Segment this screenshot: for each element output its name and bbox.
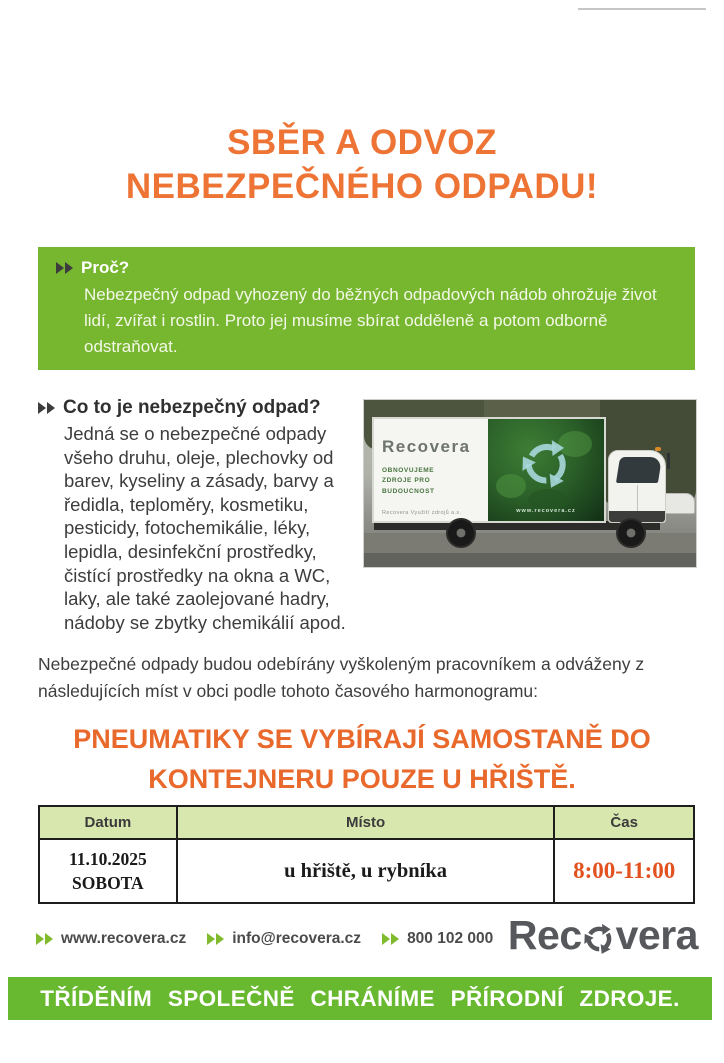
cell-datum-day: SOBOTA bbox=[72, 873, 144, 893]
table-row bbox=[39, 839, 694, 903]
truck-cab bbox=[608, 450, 666, 523]
schedule-intro-text: Nebezpečné odpady budou odebírány vyškoleným pracovníkem a odváženy z následujících míst v obci podle tohoto časového harmonogramu: bbox=[38, 654, 645, 701]
why-heading-row bbox=[56, 258, 679, 278]
cell-cas: 8:00-11:00 bbox=[554, 839, 694, 903]
truck-brand-text: Recovera bbox=[382, 437, 471, 456]
page-title-line2: NEBEZPEČNÉHO ODPADU! bbox=[125, 167, 599, 206]
footer-contacts bbox=[36, 930, 493, 948]
truck-branding-panel bbox=[382, 425, 494, 516]
tires-notice-line1: PNEUMATIKY SE VYBÍRAJÍ SAMOSTANĚ DO bbox=[73, 724, 651, 754]
schedule-table bbox=[38, 805, 695, 904]
what-heading-row bbox=[38, 397, 356, 419]
scan-artifact-line bbox=[578, 8, 706, 10]
what-section bbox=[38, 397, 356, 634]
footer-website-text: www.recovera.cz bbox=[61, 930, 187, 947]
header-misto: Místo bbox=[177, 806, 555, 839]
what-heading: Co to je nebezpečný odpad? bbox=[63, 397, 321, 418]
double-arrow-icon bbox=[207, 933, 225, 945]
cell-misto: u hřiště, u rybníka bbox=[177, 839, 555, 903]
road-shadow bbox=[364, 553, 696, 567]
tires-notice bbox=[0, 719, 724, 799]
what-body-text: Jedná se o nebezpečné odpady všeho druhu, oleje, plechovky od barev, kyseliny a zásady, barvy a ředidla, teploměry, kosmetiku, pesticidy, fotochemikálie, léky, lepidla, desinfekční prostředky, čistící prostředky na okna a WC, laky, ale také zaolejované hadry, nádoby se zbytky chemikálií apod. bbox=[64, 423, 346, 633]
truck-window bbox=[616, 457, 662, 483]
cell-datum bbox=[39, 839, 177, 903]
why-section bbox=[38, 247, 695, 370]
recycle-arrows-icon bbox=[520, 438, 572, 490]
footer-website bbox=[36, 930, 186, 948]
double-arrow-icon bbox=[36, 933, 54, 945]
why-body-text: Nebezpečný odpad vyhozený do běžných odpadových nádob ohrožuje život lidí, zvířat i rostlin. Proto jej musíme sbírat odděleně a potom odborně odstraňovat. bbox=[84, 285, 657, 356]
truck-box-body bbox=[372, 417, 606, 523]
double-arrow-icon bbox=[382, 933, 400, 945]
logo-text-pre: Rec bbox=[507, 912, 582, 958]
double-arrow-icon bbox=[38, 402, 56, 414]
footer-phone-text: 800 102 000 bbox=[407, 930, 494, 947]
truck-mirror bbox=[667, 453, 670, 469]
truck-company-text: Recovera Využití zdrojů a.s. bbox=[382, 510, 462, 517]
double-arrow-icon bbox=[56, 262, 74, 274]
header-datum: Datum bbox=[39, 806, 177, 839]
recycle-o-icon bbox=[583, 923, 615, 955]
recovera-logo bbox=[508, 912, 698, 959]
why-heading: Proč? bbox=[81, 258, 130, 277]
bottom-banner: TŘÍDĚNÍM SPOLEČNĚ CHRÁNÍME PŘÍRODNÍ ZDROJE. DĚKUJEME. bbox=[8, 977, 712, 1020]
footer-email bbox=[207, 930, 361, 948]
header-cas: Čas bbox=[554, 806, 694, 839]
footer-email-text: info@recovera.cz bbox=[232, 930, 362, 947]
page-title-line1: SBĚR A ODVOZ bbox=[227, 123, 497, 162]
logo-text-post: vera bbox=[615, 912, 698, 958]
truck-photo bbox=[363, 399, 697, 568]
tires-notice-line2: KONTEJNERU POUZE U HŘIŠTĚ. bbox=[148, 764, 576, 794]
truck-tagline-text: OBNOVUJEME ZDROJE PRO BUDOUCNOST bbox=[382, 467, 435, 495]
page-title bbox=[0, 121, 724, 209]
truck-website-text: www.recovera.cz bbox=[516, 508, 576, 514]
truck-wheel bbox=[446, 518, 476, 548]
truck-foliage-panel bbox=[488, 419, 604, 521]
truck-wheel bbox=[616, 518, 646, 548]
truck-beacon-light bbox=[655, 447, 661, 451]
cell-datum-date: 11.10.2025 bbox=[68, 849, 147, 869]
footer-phone bbox=[382, 930, 493, 948]
table-header-row bbox=[39, 806, 694, 839]
